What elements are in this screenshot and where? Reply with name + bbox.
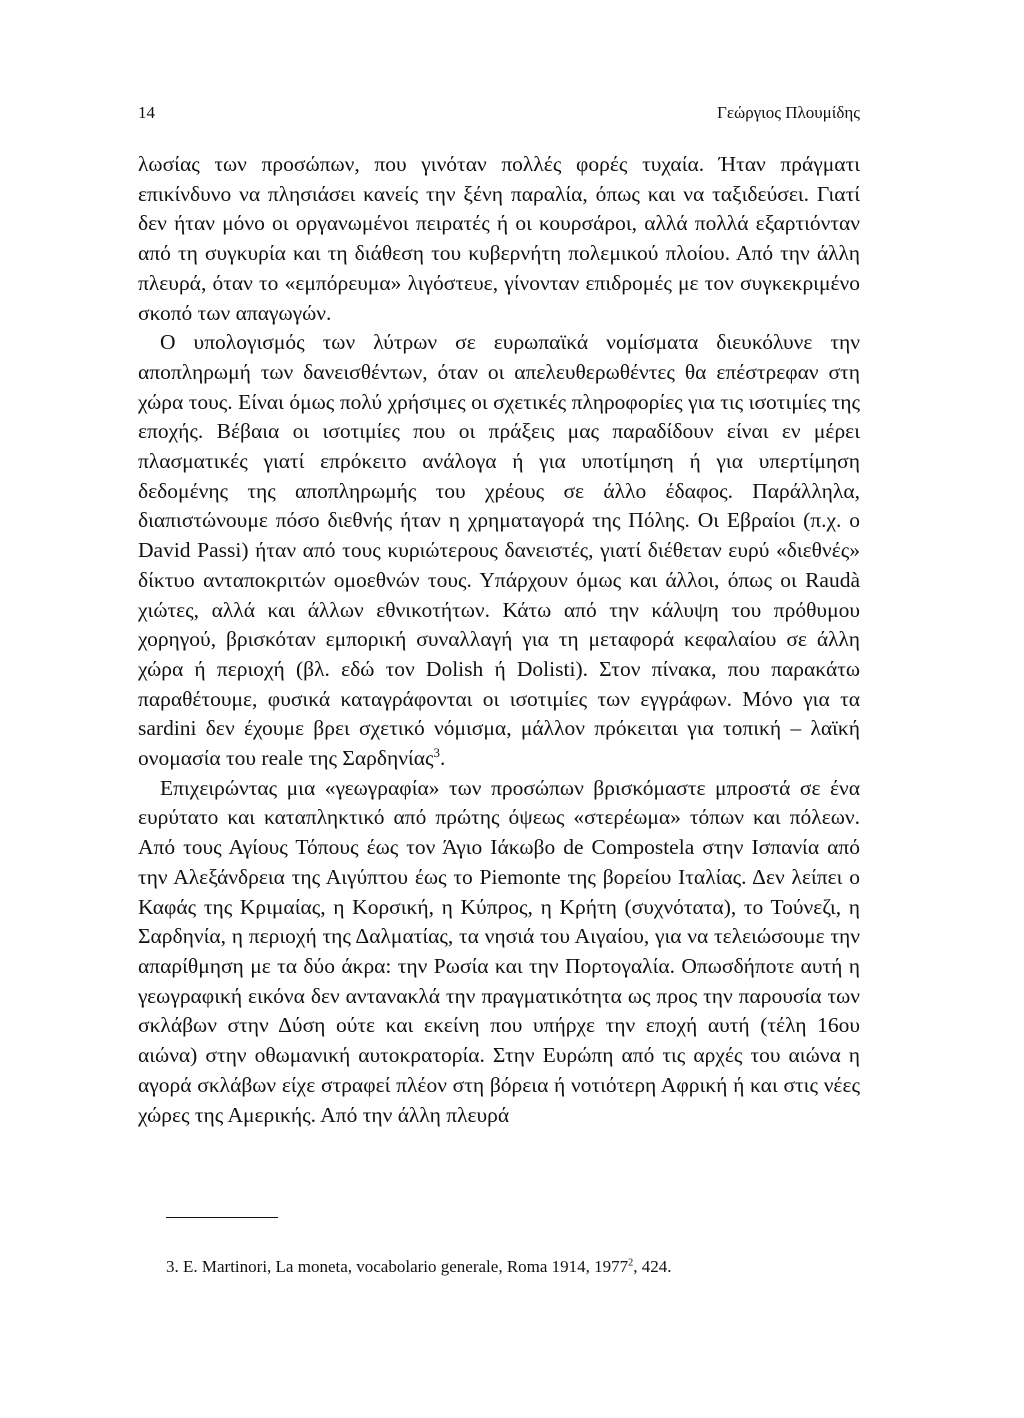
paragraph-3-text: Επιχειρώντας μια «γεωγραφία» των προσώπων βρισκόμαστε μπροστά σε ένα ευρύτατο και καταπληκτικό από πρώτης όψεως «στερέωμα» τόπων και πόλεων. Από τους Αγίους Τόπους έως τον Άγιο Ιάκωβο de Compostela στην Ισπανία από την Αλεξάνδρεια της Αιγύπτου έως το Piemonte της βορείου Ιταλίας. Δεν λείπει ο Καφάς της Κριμαίας, η Κορσική, η Κύπρος, η Κρήτη (συχνότατα), το Τούνεζι, η Σαρδηνία, η περιοχή της Δαλματίας, τα νησιά του Αιγαίου, για να τελειώσουμε την απαρίθμηση με τα δύο άκρα: την Ρωσία και την Πορτογαλία. Οπωσδήποτε αυτή η γεωγραφική εικόνα δεν αντανακλά την πραγματικότητα ως προς την παρουσία των σκλάβων στην Δύση ούτε και εκείνη που υπήρχε την εποχή αυτή (τέλη 16ου αιώνα) στην οθωμανική αυτοκρατορία. Στην Ευρώπη από τις αρχές του αιώνα η αγορά σκλάβων είχε στραφεί πλέον στη βόρεια ή νοτιότερη Αφρική ή και στις νέες χώρες της Αμερικής. Από την άλλη πλευρά — [138, 775, 860, 1127]
paragraph-2-text: Ο υπολογισμός των λύτρων σε ευρωπαϊκά νομίσματα διευκόλυνε την αποπληρωμή των δανεισθέντων, όταν οι απελευθερωθέντες θα επέστρεφαν στη χώρα τους. Είναι όμως πολύ χρήσιμες οι σχετικές πληροφορίες για τις ισοτιμίες της εποχής. Βέβαια οι ισοτιμίες που οι πράξεις μας παραδίδουν είναι εν μέρει πλασματικές γιατί επρόκειτο ανάλογα ή για υποτίμηση ή για υπερτίμηση δεδομένης της αποπληρωμής του χρέους σε άλλο έδαφος. Παράλληλα, διαπιστώνουμε πόσο διεθνής ήταν η χρηματαγορά της Πόλης. Οι Εβραίοι (π.χ. ο David Passi) ήταν από τους κυριώτερους δανειστές, γιατί διέθεταν ευρύ «διεθνές» δίκτυο ανταποκριτών ομοεθνών τους. Υπάρχουν όμως και άλλοι, όπως οι Raudà χιώτες, αλλά και άλλων εθνικοτήτων. Κάτω από την κάλυψη του πρόθυμου χορηγού, βρισκόταν εμπορική συναλλαγή για τη μεταφορά κεφαλαίου σε άλλη χώρα ή περιοχή (βλ. εδώ τον Dolish ή Dolisti). Στον πίνακα, που παρακάτω παραθέτουμε, φυσικά καταγράφονται οι ισοτιμίες των εγγράφων. Μόνο για τα sardini δεν έχουμε βρει σχετικό νόμισμα, μάλλον πρόκειται για τοπική – λαϊκή ονομασία του reale της Σαρδηνίας — [138, 330, 860, 771]
page-header — [138, 103, 860, 127]
footnote-divider — [166, 1217, 278, 1218]
paragraph-1 — [138, 150, 860, 328]
page-number: 14 — [138, 103, 155, 122]
running-head-author: Γεώργιος Πλουμίδης — [717, 103, 860, 122]
paragraph-2 — [138, 328, 860, 774]
footnote-edition-superscript: 2 — [628, 1257, 634, 1269]
footnote — [166, 1256, 860, 1278]
paragraph-1-text: λωσίας των προσώπων, που γινόταν πολλές φορές τυχαία. Ήταν πράγματι επικίνδυνο να πλησιάσει κανείς την ξένη παραλία, όπως και να ταξιδεύσει. Γιατί δεν ήταν μόνο οι οργανωμένοι πειρατές ή οι κουρσάροι, αλλά πολλά εξαρτιόνταν από τη συγκυρία και τη διάθεση του κυβερνήτη πολεμικού πλοίου. Από την άλλη πλευρά, όταν το «εμπόρευμα» λιγόστευε, γίνονταν επιδρομές με τον συγκεκριμένο σκοπό των απαγωγών. — [138, 152, 860, 325]
footnote-tail: , 424. — [633, 1257, 672, 1276]
paragraph-3 — [138, 774, 860, 1130]
footnote-text: 3. E. Martinori, La moneta, vocabolario generale, Roma 1914, 1977 — [166, 1257, 629, 1276]
footnote-reference[interactable]: 3 — [433, 745, 440, 760]
paragraph-2-tail: . — [439, 746, 446, 771]
body-text — [138, 150, 860, 1130]
